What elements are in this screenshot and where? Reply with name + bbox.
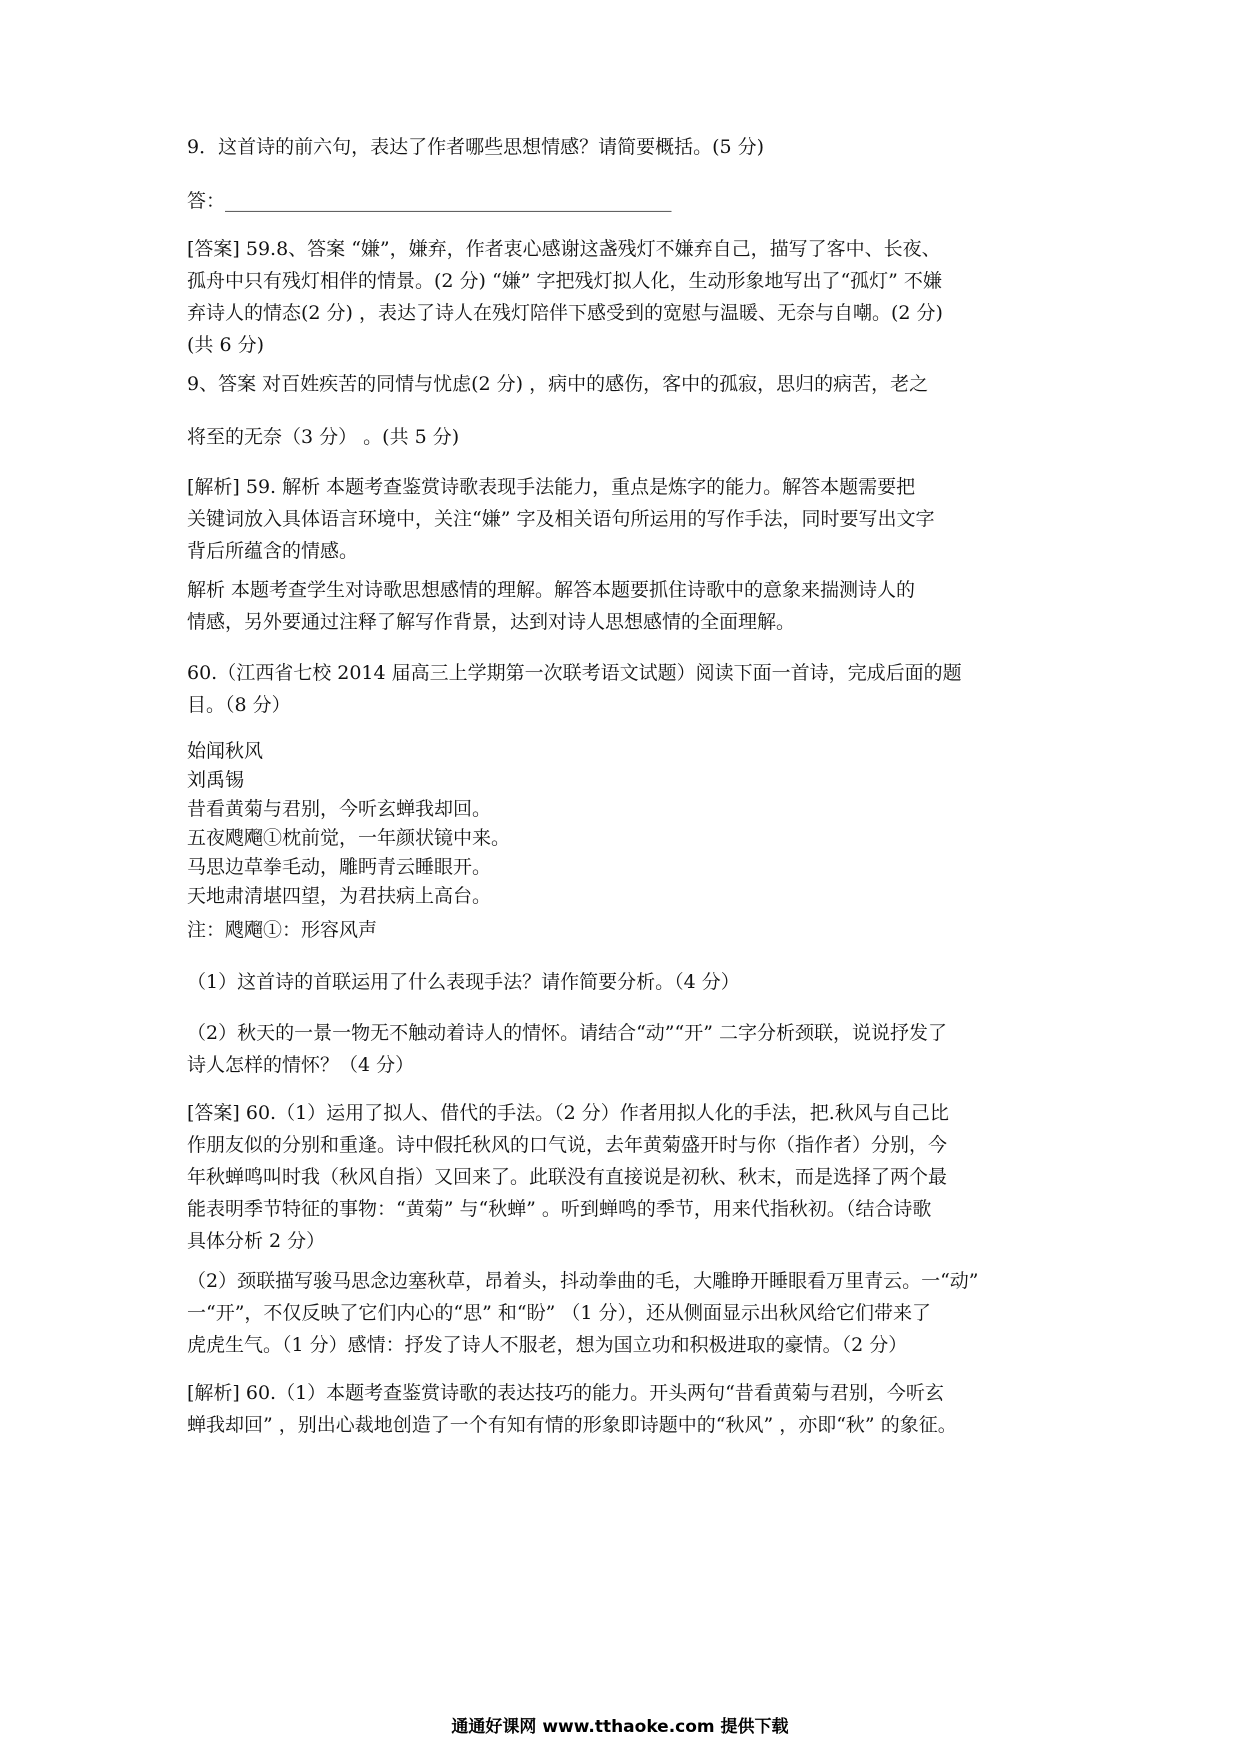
answer-line: 答：_______________________________________________	[187, 190, 672, 212]
answer-60-1: [答案] 60.（1）运用了拟人、借代的手法。（2 分）作者用拟人化的手法，把.秋风与自己比 作朋友似的分别和重逢。诗中假托秋风的口气说，去年黄菊盛开时与你（指作者）分别，今 年秋蝉鸣叫时我（秋风自指）又回来了。此联没有直接说是初秋、秋末，而是选择了两个最 能表明季节特征的事物：“黄菊” 与“秋蝉” 。听到蝉鸣的季节，用来代指秋初。（结合诗歌 具体分析 2 分）	[187, 1102, 949, 1252]
analysis-60: [解析] 60.（1）本题考查鉴赏诗歌的表达技巧的能力。开头两句“昔看黄菊与君别，今听玄 蝉我却回” ，别出心裁地创造了一个有知有情的形象即诗题中的“秋风” ，亦即“秋” 的象征。	[187, 1382, 957, 1436]
answer-9-line-2: 将至的无奈（3 分） 。(共 5 分)	[187, 426, 460, 448]
answer-60-2: （2）颈联描写骏马思念边塞秋草，昂着头，抖动拳曲的毛，大雕睁开睡眼看万里青云。一“动” 一“开”，不仅反映了它们内心的“思” 和“盼” （1 分），还从侧面显示出秋风给它们带来了 虎虎生气。（1 分）感情：抒发了诗人不服老，想为国立功和积极进取的豪情。（2 分）	[187, 1270, 979, 1356]
question-60-1: （1）这首诗的首联运用了什么表现手法？请作简要分析。（4 分）	[187, 971, 740, 993]
page-footer: 通通好课网 www.tthaoke.com 提供下载	[451, 1717, 789, 1737]
answer-9-line-1: 9、答案 对百姓疾苦的同情与忧虑(2 分) ，病中的感伤，客中的孤寂，思归的病苦，老之	[187, 373, 929, 395]
poem-title: 始闻秋风	[187, 740, 264, 762]
analysis-9: 解析 本题考查学生对诗歌思想感情的理解。解答本题要抓住诗歌中的意象来揣测诗人的 情感，另外要通过注释了解写作背景，达到对诗人思想感情的全面理解。	[187, 579, 916, 633]
poem: 始闻秋风 刘禹锡 昔看黄菊与君别，今听玄蝉我却回。 五夜飕飗①枕前觉，一年颜状镜中来。 马思边草拳毛动，雕眄青云睡眼开。 天地肃清堪四望，为君扶病上高台。	[187, 737, 1057, 911]
question-60-2: （2）秋天的一景一物无不触动着诗人的情怀。请结合“动”“开” 二字分析颈联，说说抒发了 诗人怎样的情怀？（4 分）	[187, 1022, 947, 1076]
poem-note: 注：飕飗①：形容风声	[187, 919, 378, 941]
question-9: 9．这首诗的前六句，表达了作者哪些思想情感？请简要概括。(5 分)	[187, 136, 765, 158]
poem-author: 刘禹锡	[187, 769, 245, 791]
answer-59: [答案] 59.8、答案 “嫌”，嫌弃，作者衷心感谢这盏残灯不嫌弃自己，描写了客中、长夜、 孤舟中只有残灯相伴的情景。(2 分) “嫌” 字把残灯拟人化，生动形象地写出了“孤灯” 不嫌 弃诗人的情态(2 分) ，表达了诗人在残灯陪伴下感受到的宽慰与温暖、无奈与自嘲。(2 分) (共 6 分)	[187, 238, 943, 356]
analysis-59: [解析] 59. 解析 本题考查鉴赏诗歌表现手法能力，重点是炼字的能力。解答本题需要把 关键词放入具体语言环境中，关注“嫌” 字及相关语句所运用的写作手法，同时要写出文字 背后所蕴含的情感。	[187, 476, 935, 562]
question-60: 60.（江西省七校 2014 届高三上学期第一次联考语文试题）阅读下面一首诗，完成后面的题 目。（8 分）	[187, 662, 962, 716]
